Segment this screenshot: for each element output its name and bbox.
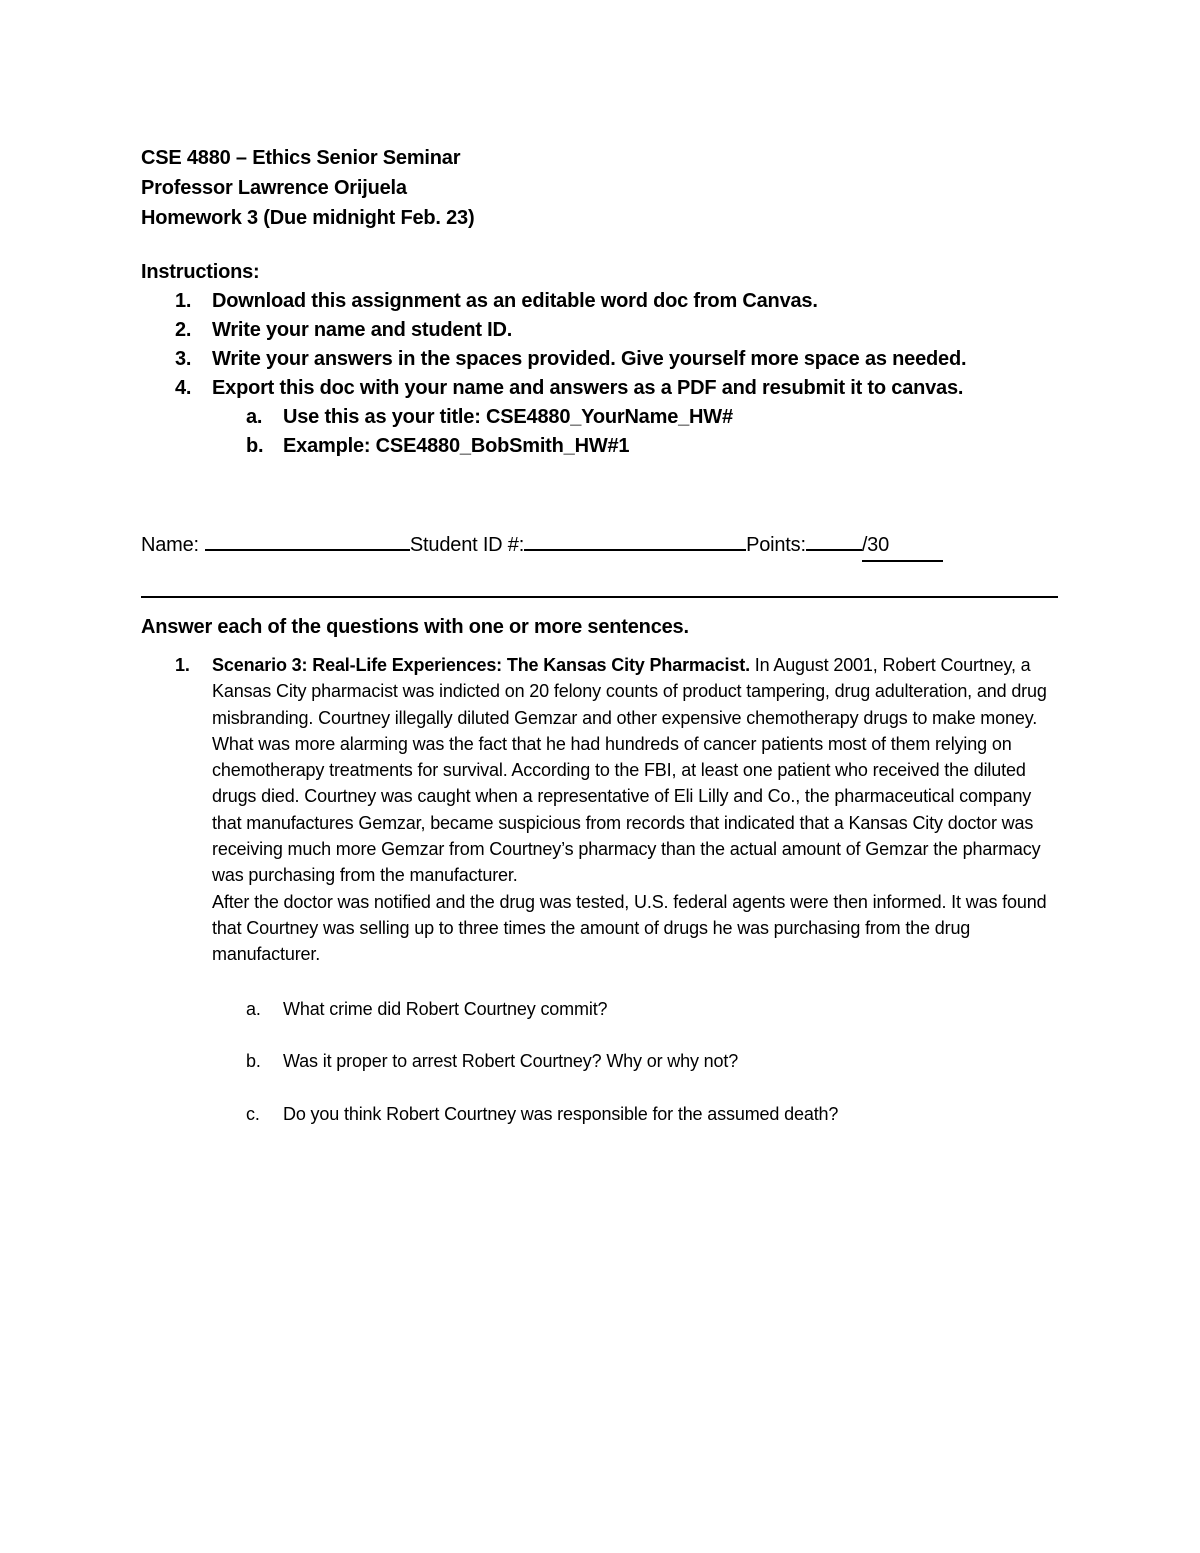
instruction-subitem-text: Use this as your title: CSE4880_YourName_HW# xyxy=(283,406,733,428)
student-id-blank[interactable] xyxy=(524,527,746,551)
scenario-title: Scenario 3: Real-Life Experiences: The Kansas City Pharmacist. xyxy=(212,655,750,675)
subquestion-text: Was it proper to arrest Robert Courtney? Why or why not? xyxy=(283,1051,739,1071)
question-body xyxy=(212,652,1062,968)
document-header xyxy=(141,143,474,233)
instructions-title: Instructions: xyxy=(141,261,260,283)
points-label: Points: xyxy=(746,534,806,556)
points-total: /30 xyxy=(862,530,943,562)
instruction-number: 1. xyxy=(175,290,192,312)
instruction-subitem xyxy=(141,403,733,432)
instruction-subitem-letter: b. xyxy=(246,435,264,457)
subquestion-letter: c. xyxy=(246,1104,260,1124)
name-label: Name: xyxy=(141,534,199,556)
scenario-paragraph xyxy=(212,652,1062,889)
instruction-number: 2. xyxy=(175,319,192,341)
subquestion-letter: b. xyxy=(246,1051,261,1071)
instruction-subitem-text: Example: CSE4880_BobSmith_HW#1 xyxy=(283,435,630,457)
instruction-text: Download this assignment as an editable word doc from Canvas. xyxy=(212,290,818,312)
instruction-text: Write your answers in the spaces provided. Give yourself more space as needed. xyxy=(212,348,967,370)
instruction-subitem xyxy=(141,432,630,461)
instructions-section xyxy=(141,258,967,461)
subquestion-text: What crime did Robert Courtney commit? xyxy=(283,999,608,1019)
instruction-number: 4. xyxy=(175,377,192,399)
instruction-number: 3. xyxy=(175,348,192,370)
instruction-item xyxy=(141,345,967,374)
homework-title: Homework 3 (Due midnight Feb. 23) xyxy=(141,207,475,229)
points-blank[interactable] xyxy=(806,527,862,551)
name-blank[interactable] xyxy=(205,527,410,551)
instruction-subitem-letter: a. xyxy=(246,406,263,428)
student-id-label: Student ID #: xyxy=(409,534,525,556)
divider-line xyxy=(141,596,1058,598)
answer-instructions: Answer each of the questions with one or more sentences. xyxy=(141,616,689,638)
subquestion-letter: a. xyxy=(246,999,261,1019)
instruction-item xyxy=(141,316,513,345)
question-number: 1. xyxy=(175,655,190,675)
professor-name: Professor Lawrence Orijuela xyxy=(141,177,407,199)
scenario-text: In August 2001, Robert Courtney, a Kansas City pharmacist was indicted on 20 felony counts of product tampering, drug adulteration, and drug misbranding. Courtney illegally diluted Gemzar and other expensive chemotherapy drugs to make money. What was more alarming was the fact that he had hundreds of cancer patients most of them relying on chemotherapy treatments for survival. According to the FBI, at least one patient who received the diluted drugs died. Courtney was caught when a representative of Eli Lilly and Co., the pharmaceutical company that manufactures Gemzar, became suspicious from records that indicated that a Kansas City doctor was receiving much more Gemzar from Courtney’s pharmacy than the actual amount of Gemzar the pharmacy was purchasing from the manufacturer. xyxy=(212,655,1047,886)
instruction-text: Write your name and student ID. xyxy=(212,319,513,341)
instruction-text: Export this doc with your name and answers as a PDF and resubmit it to canvas. xyxy=(212,377,964,399)
instruction-item xyxy=(141,287,818,316)
instruction-item xyxy=(141,374,964,403)
student-info-row xyxy=(141,527,943,562)
course-title: CSE 4880 – Ethics Senior Seminar xyxy=(141,147,461,169)
subquestion-text: Do you think Robert Courtney was responsible for the assumed death? xyxy=(283,1104,839,1124)
scenario-paragraph-2: After the doctor was notified and the drug was tested, U.S. federal agents were then informed. It was found that Courtney was selling up to three times the amount of drugs he was purchasing from the drug manufacturer. xyxy=(212,891,1047,965)
